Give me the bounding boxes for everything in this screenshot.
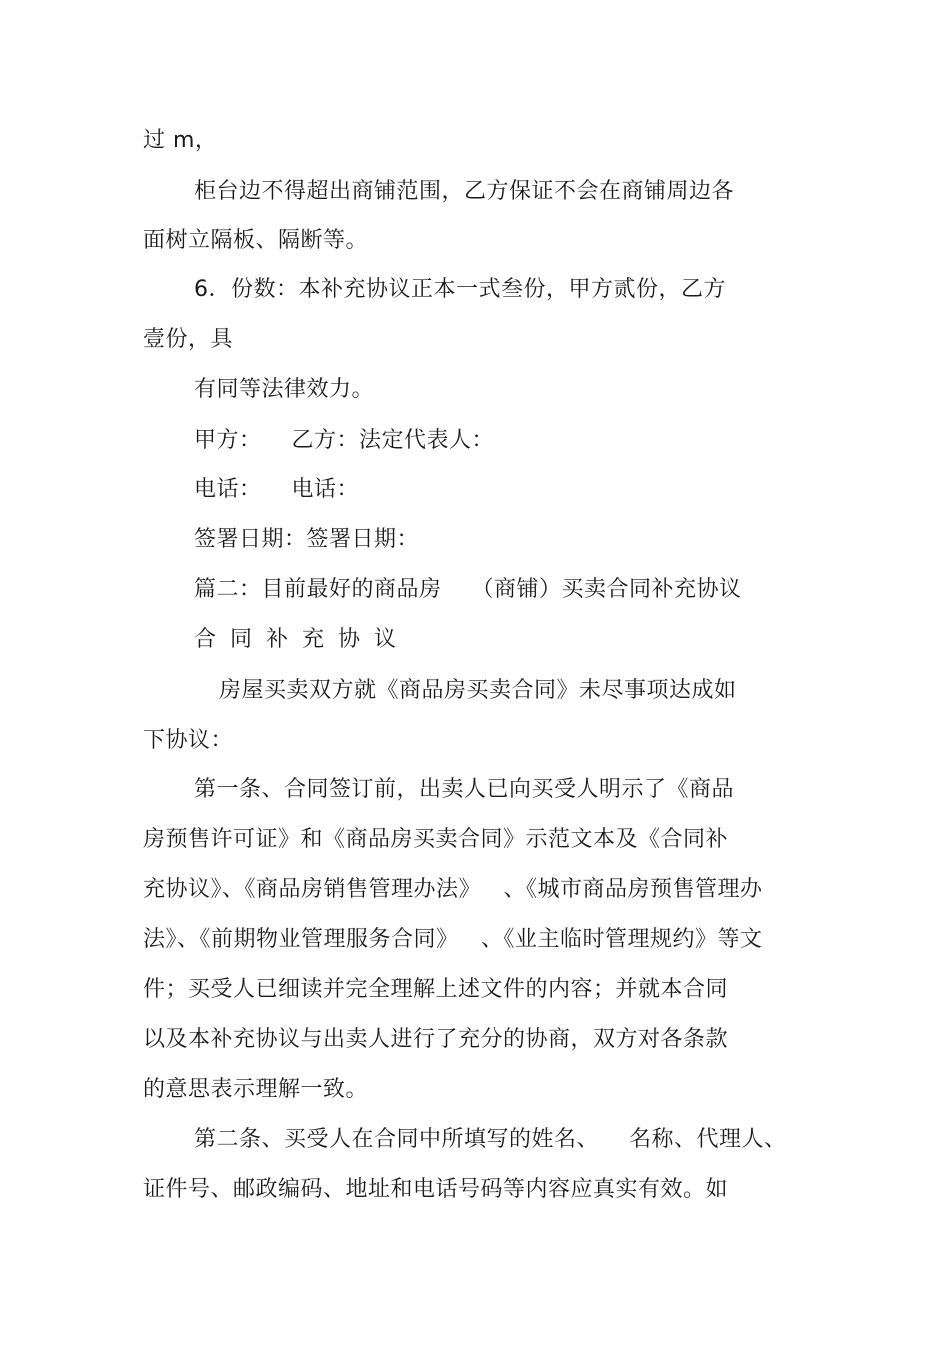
text-line: 壹份，具 <box>143 327 234 352</box>
signature-party-line: 甲方： 乙方：法定代表人： <box>194 428 494 453</box>
text-line: 过 m， <box>143 128 218 153</box>
text-line: 有同等法律效力。 <box>194 377 375 402</box>
section-heading: 篇二：目前最好的商品房 （商铺）买卖合同补充协议 <box>194 577 742 602</box>
text-line: 以及本补充协议与出卖人进行了充分的协商，双方对各条款 <box>143 1027 729 1052</box>
text-line: 6．份数：本补充协议正本一式叁份，甲方贰份，乙方 <box>194 277 726 302</box>
text-line: 房预售许可证》和《商品房买卖合同》示范文本及《合同补 <box>143 827 729 852</box>
text-line: 面树立隔板、隔断等。 <box>143 228 369 253</box>
agreement-title: 合同补充协议 <box>194 627 411 652</box>
article-one-start: 第一条、合同签订前，出卖人已向买受人明示了《商品 <box>194 777 735 802</box>
signature-date-line: 签署日期：签署日期： <box>194 527 420 552</box>
text-line: 下协议： <box>143 728 234 753</box>
text-line: 件；买受人已细读并完全理解上述文件的内容；并就本合同 <box>143 977 729 1002</box>
text-line: 法》、《前期物业管理服务合同》 、《业主临时管理规约》等文 <box>143 927 763 952</box>
signature-phone-line: 电话： 电话： <box>194 477 359 502</box>
article-two-start: 第二条、买受人在合同中所填写的姓名、 名称、代理人、 <box>194 1127 787 1152</box>
text-line: 证件号、邮政编码、地址和电话号码等内容应真实有效。如 <box>143 1177 729 1202</box>
text-line: 房屋买卖双方就《商品房买卖合同》未尽事项达成如 <box>219 678 737 703</box>
text-line: 柜台边不得超出商铺范围，乙方保证不会在商铺周边各 <box>194 179 735 204</box>
text-line: 充协议》、《商品房销售管理办法》 、《城市商品房预售管理办 <box>143 877 763 902</box>
text-line: 的意思表示理解一致。 <box>143 1077 369 1102</box>
